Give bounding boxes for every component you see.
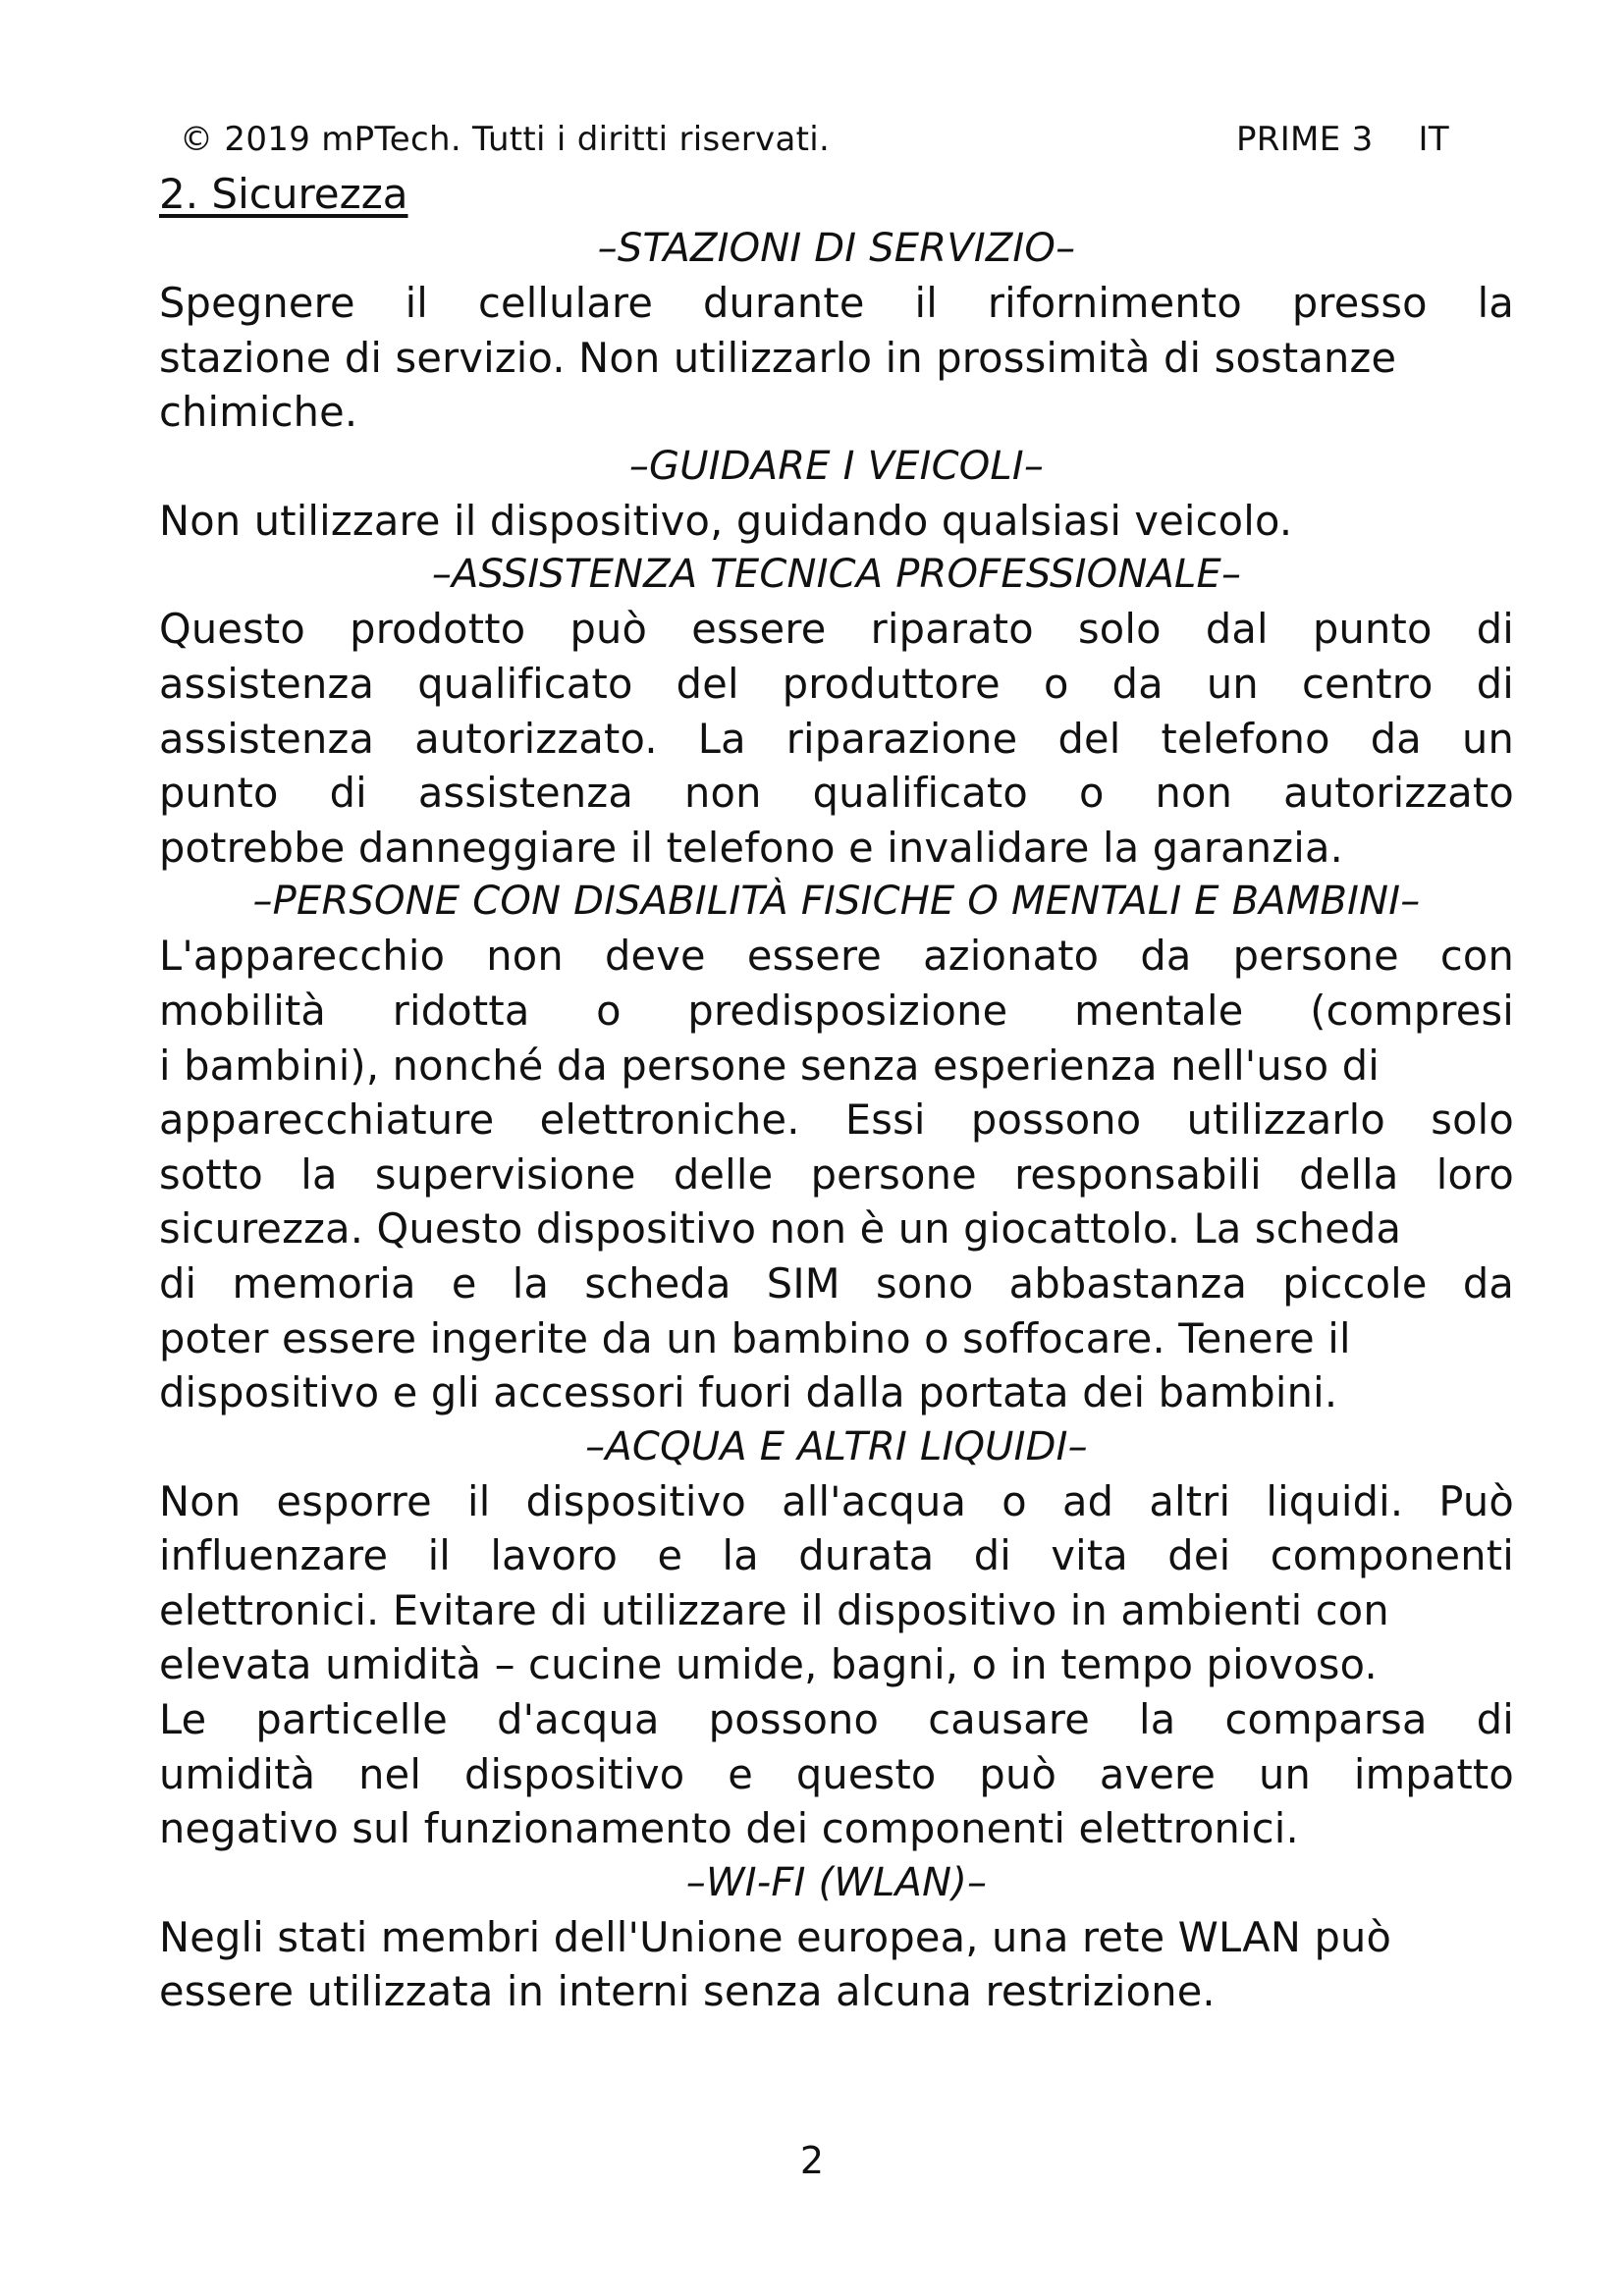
language-code: IT xyxy=(1418,120,1449,159)
paragraph-line: Questo prodotto può essere riparato solo dal punto di xyxy=(159,605,1514,654)
paragraph-line: punto di assistenza non qualificato o non autorizzato xyxy=(159,769,1514,818)
subsection-heading: –ACQUA E ALTRI LIQUIDI– xyxy=(585,1423,1088,1469)
page-header xyxy=(180,116,1456,163)
paragraph-line: Non utilizzare il dispositivo, guidando qualsiasi veicolo. xyxy=(159,496,1293,545)
section-title: 2. Sicurezza xyxy=(159,170,408,218)
model-language-label xyxy=(1236,116,1449,163)
subsection-paragraph xyxy=(159,602,1514,875)
section-content xyxy=(159,167,1514,2019)
paragraph-line: essere utilizzata in interni senza alcuna restrizione. xyxy=(159,1967,1216,2016)
paragraph-line: Spegnere il cellulare durante il rifornimento presso la xyxy=(159,279,1514,327)
copyright-notice: © 2019 mPTech. Tutti i diritti riservati. xyxy=(180,120,831,159)
paragraph-line: L'apparecchio non deve essere azionato da persone con xyxy=(159,932,1514,981)
paragraph-line: assistenza autorizzato. La riparazione del telefono da un xyxy=(159,714,1514,763)
paragraph-line: di memoria e la scheda SIM sono abbastanza piccole da xyxy=(159,1258,1514,1308)
subsection-paragraph xyxy=(159,929,1514,1419)
paragraph-line: sicurezza. Questo dispositivo non è un giocattolo. La scheda xyxy=(159,1204,1402,1254)
subsection-paragraph xyxy=(159,276,1514,440)
paragraph-line: i bambini), nonché da persone senza esperienza nell'uso di xyxy=(159,1041,1380,1090)
paragraph-line: elettronici. Evitare di utilizzare il dispositivo in ambienti con xyxy=(159,1585,1389,1634)
paragraph-line: assistenza qualificato del produttore o da un centro di xyxy=(159,659,1514,708)
paragraph-line: influenzare il lavoro e la durata di vita dei componenti xyxy=(159,1531,1514,1580)
paragraph-line: Le particelle d'acqua possono causare la comparsa di xyxy=(159,1695,1514,1744)
subsection-heading: –ASSISTENZA TECNICA PROFESSIONALE– xyxy=(431,552,1242,598)
subsection-heading: –PERSONE CON DISABILITÀ FISICHE O MENTALI E BAMBINI– xyxy=(252,879,1421,925)
paragraph-line: Negli stati membri dell'Unione europea, una rete WLAN può xyxy=(159,1912,1392,1961)
paragraph-line: umidità nel dispositivo e questo può avere un impatto xyxy=(159,1749,1514,1798)
paragraph-line: sotto la supervisione delle persone responsabili della loro xyxy=(159,1149,1514,1199)
subsection-heading: –STAZIONI DI SERVIZIO– xyxy=(597,226,1076,271)
paragraph-line: dispositivo e gli accessori fuori dalla portata dei bambini. xyxy=(159,1368,1338,1417)
paragraph-line: elevata umidità – cucine umide, bagni, o in tempo piovoso. xyxy=(159,1640,1378,1689)
subsection-paragraph xyxy=(159,494,1514,549)
paragraph-line: stazione di servizio. Non utilizzarlo in prossimità di sostanze xyxy=(159,333,1397,382)
paragraph-line: apparecchiature elettroniche. Essi possono utilizzarlo solo xyxy=(159,1095,1514,1145)
paragraph-line: poter essere ingerite da un bambino o soffocare. Tenere il xyxy=(159,1313,1351,1362)
page-number: 2 xyxy=(799,2139,825,2182)
subsection-paragraph xyxy=(159,1474,1514,1856)
paragraph-line: Non esporre il dispositivo all'acqua o ad altri liquidi. Può xyxy=(159,1476,1514,1525)
paragraph-line: negativo sul funzionamento dei componenti elettronici. xyxy=(159,1804,1299,1853)
paragraph-line: mobilità ridotta o predisposizione mentale (compresi xyxy=(159,986,1514,1035)
subsection-heading: –GUIDARE I VEICOLI– xyxy=(628,443,1045,489)
paragraph-line: chimiche. xyxy=(159,388,358,437)
subsection-paragraph xyxy=(159,1910,1514,2019)
model-name: PRIME 3 xyxy=(1236,120,1374,159)
subsection-heading: –WI-FI (WLAN)– xyxy=(685,1859,988,1905)
paragraph-line: potrebbe danneggiare il telefono e invalidare la garanzia. xyxy=(159,823,1344,872)
